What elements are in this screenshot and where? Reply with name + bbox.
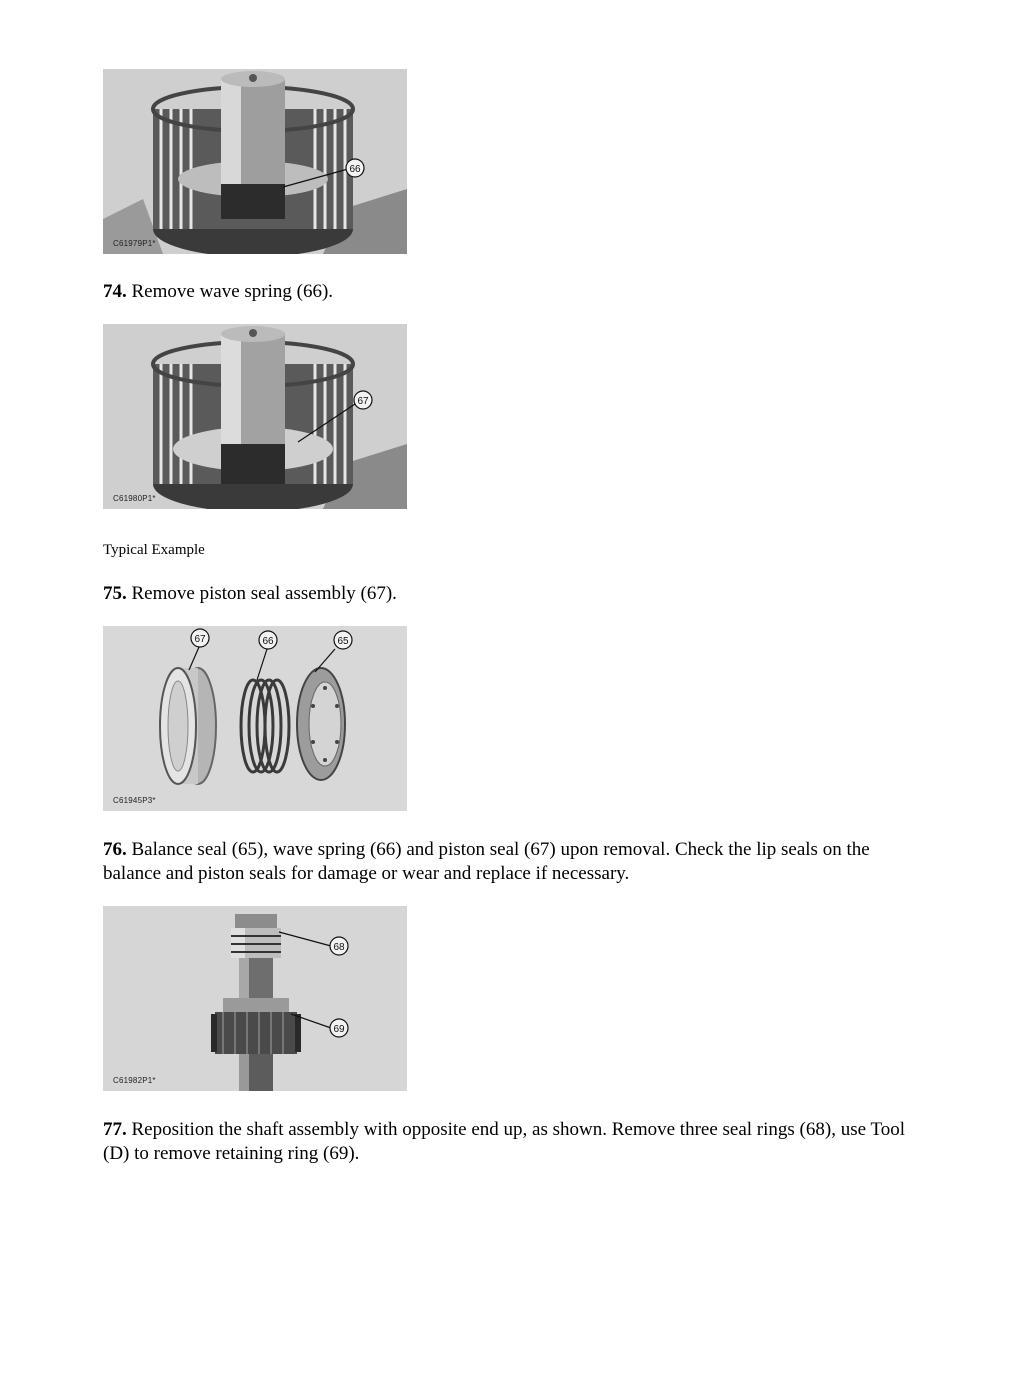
step-75 — [103, 582, 923, 606]
callout-68: 68 — [333, 942, 345, 953]
shaft-illustration — [103, 906, 407, 1091]
step-number: 74. — [103, 281, 127, 302]
callout-66: 66 — [262, 636, 274, 647]
step-text: Reposition the shaft assembly with opposite end up, as shown. Remove three seal rings (68), use Tool (D) to remove retaining ring (69). — [103, 1119, 906, 1164]
wave-spring-illustration — [103, 69, 407, 254]
figure-shaft-photo — [103, 906, 407, 1091]
callout-69: 69 — [333, 1024, 345, 1035]
figure-seal-components-photo — [103, 626, 407, 811]
seal-components-illustration — [103, 626, 407, 811]
step-77 — [103, 1118, 923, 1166]
step-number: 75. — [103, 583, 127, 604]
photo-code: C61979P1* — [113, 239, 156, 248]
figure-piston-seal-photo — [103, 324, 407, 509]
photo-code: C61945P3* — [113, 796, 156, 805]
figure-caption: Typical Example — [103, 542, 205, 558]
step-number: 77. — [103, 1119, 127, 1140]
photo-code: C61980P1* — [113, 494, 156, 503]
step-text: Balance seal (65), wave spring (66) and piston seal (67) upon removal. Check the lip seals on the balance and piston seals for damage or wear and replace if necessary. — [103, 839, 870, 884]
callout-66: 66 — [349, 164, 361, 175]
step-76 — [103, 838, 923, 886]
step-number: 76. — [103, 839, 127, 860]
step-text: Remove piston seal assembly (67). — [126, 583, 397, 604]
step-74 — [103, 280, 923, 304]
piston-seal-illustration — [103, 324, 407, 509]
step-text: Remove wave spring (66). — [126, 281, 334, 302]
callout-67: 67 — [357, 396, 369, 407]
callout-67: 67 — [194, 634, 206, 645]
figure-wave-spring-photo — [103, 69, 407, 254]
callout-65: 65 — [337, 636, 349, 647]
photo-code: C61982P1* — [113, 1076, 156, 1085]
